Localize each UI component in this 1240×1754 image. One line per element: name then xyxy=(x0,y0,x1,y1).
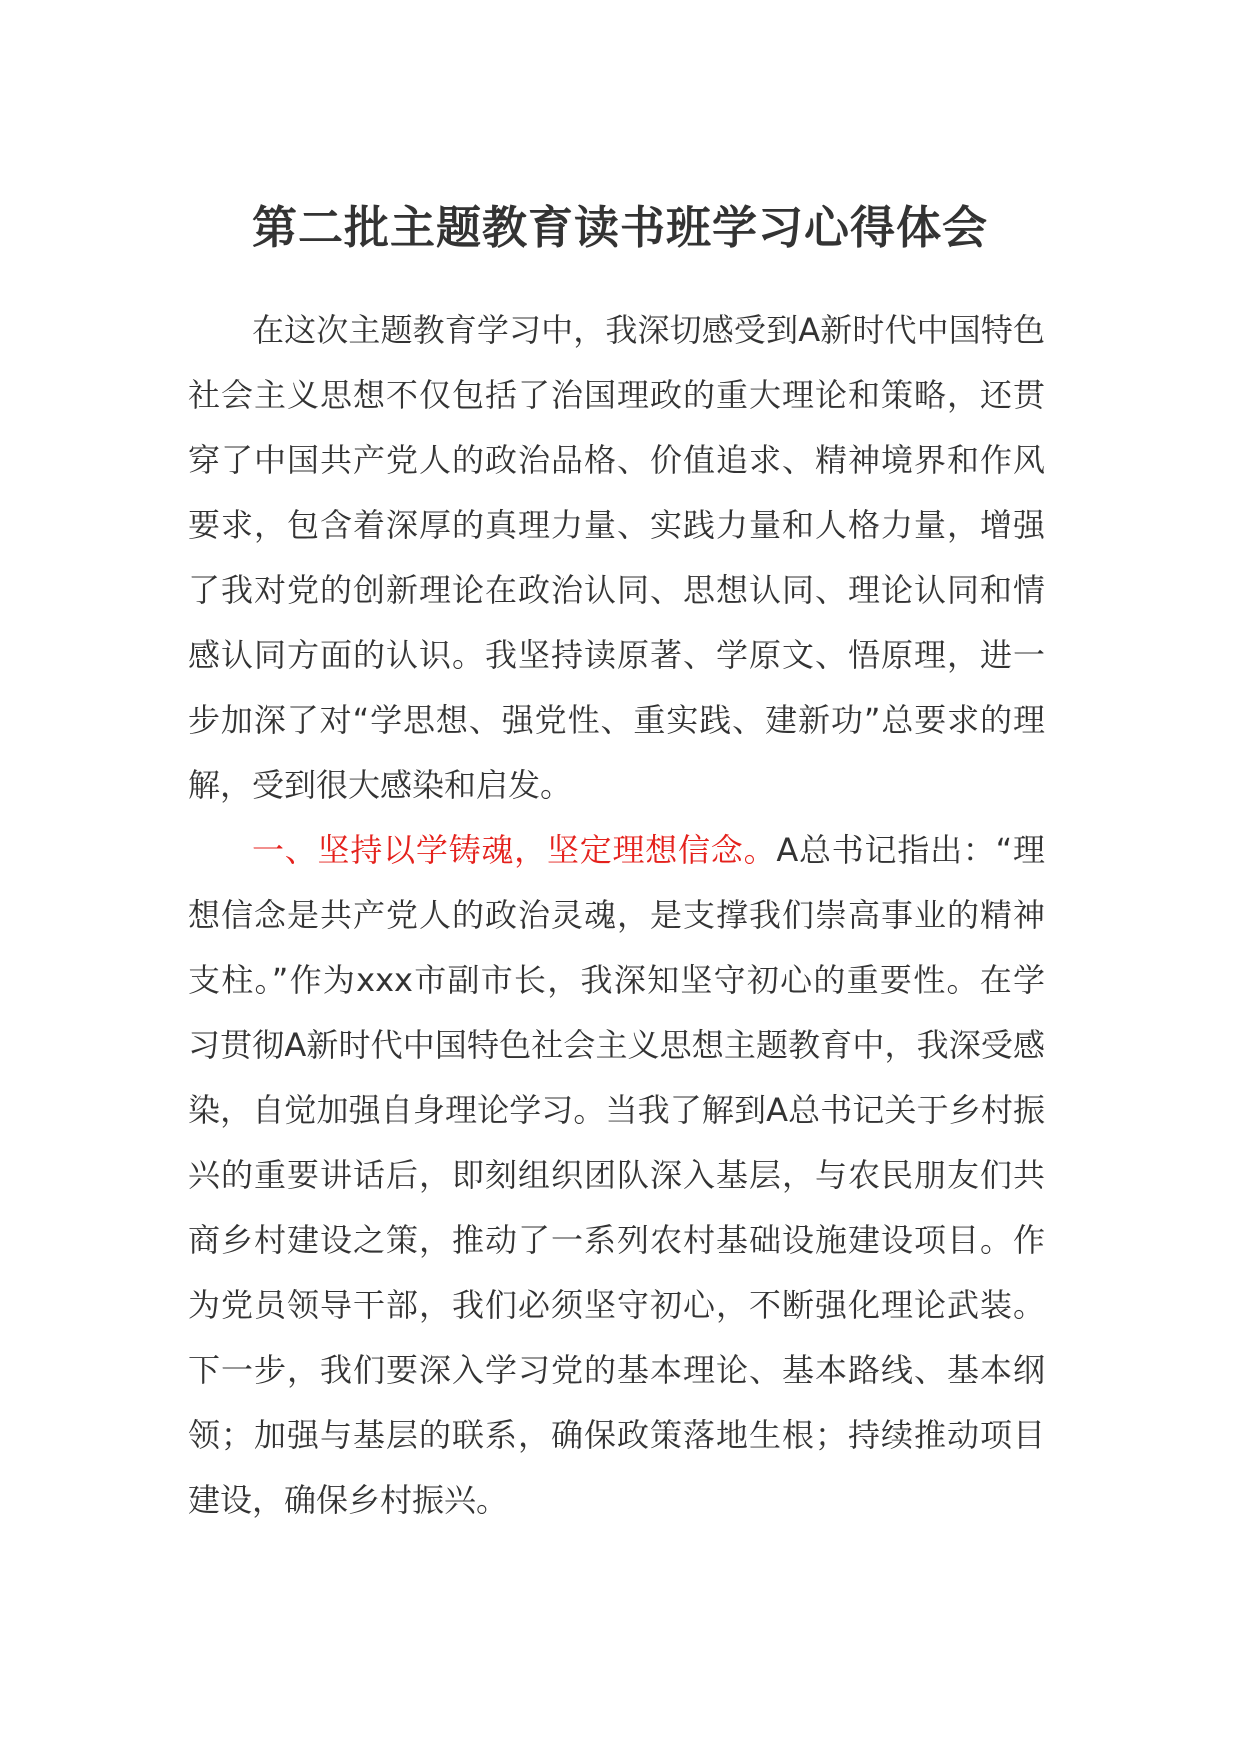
paragraph-section-1 xyxy=(188,818,1045,1533)
page-title: 第二批主题教育读书班学习心得体会 xyxy=(251,201,988,254)
paragraph-intro: 在这次主题教育学习中，我深切感受到A新时代中国特色社会主义思想不仅包括了治国理政的重大理论和策略，还贯穿了中国共产党人的政治品格、价值追求、精神境界和作风要求，包含着深厚的真理力量、实践力量和人格力量，增强了我对党的创新理论在政治认同、思想认同、理论认同和情感认同方面的认识。我坚持读原著、学原文、悟原理，进一步加深了对“学思想、强党性、重实践、建新功”总要求的理解，受到很大感染和启发。 xyxy=(188,311,1045,804)
document-body xyxy=(188,298,1045,1533)
section-heading-1: 一、坚持以学铸魂，坚定理想信念。 xyxy=(252,831,777,869)
section-1-body: A总书记指出：“理想信念是共产党人的政治灵魂，是支撑我们崇高事业的精神支柱。”作为xxx市副市长，我深知坚守初心的重要性。在学习贯彻A新时代中国特色社会主义思想主题教育中，我深受感染，自觉加强自身理论学习。当我了解到A总书记关于乡村振兴的重要讲话后，即刻组织团队深入基层，与农民朋友们共商乡村建设之策，推动了一系列农村基础设施建设项目。作为党员领导干部，我们必须坚守初心，不断强化理论武装。下一步，我们要深入学习党的基本理论、基本路线、基本纲领；加强与基层的联系，确保政策落地生根；持续推动项目建设，确保乡村振兴。 xyxy=(188,831,1045,1519)
